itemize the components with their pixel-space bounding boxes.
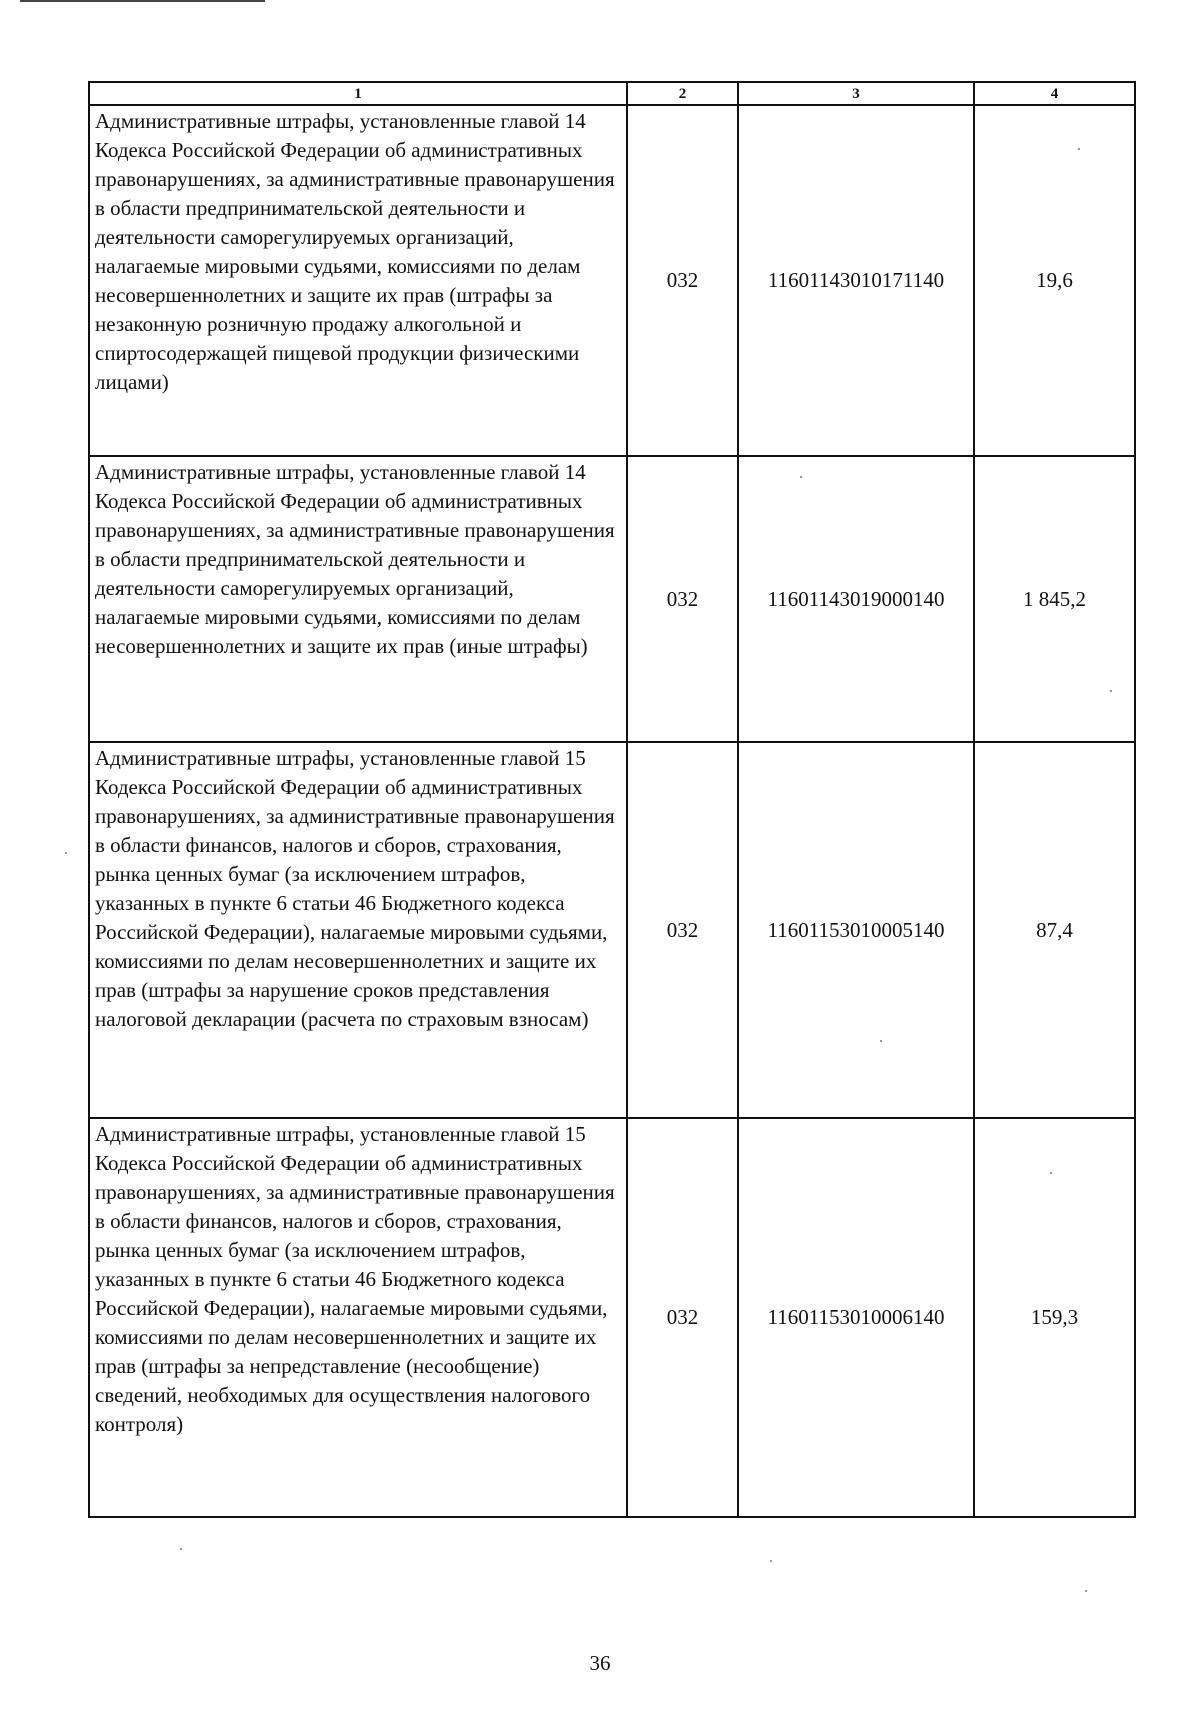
table-row: [89, 456, 1135, 742]
column-header-2: 2: [627, 82, 738, 105]
column-header-3: 3: [738, 82, 974, 105]
description-cell: Административные штрафы, установленные главой 15 Кодекса Российской Федерации об административных правонарушениях, за административные правонарушения в области финансов, налогов и сборов, страхования, рынка ценных бумаг (за исключением штрафов, указанных в пункте 6 статьи 46 Бюджетного кодекса Российской Федерации), налагаемые мировыми судьями, комиссиями по делам несовершеннолетних и защите их прав (штрафы за нарушение сроков представления налоговой декларации (расчета по страховым взносам): [89, 742, 627, 1118]
page-number: 36: [589, 1651, 611, 1675]
scan-speck: [65, 852, 67, 854]
scan-speck: [1050, 1172, 1052, 1174]
table-row: [89, 742, 1135, 1118]
column-header-4: 4: [974, 82, 1135, 105]
scan-speck: [1078, 148, 1080, 150]
scan-speck: [880, 1040, 882, 1042]
amount-cell: 159,3: [974, 1118, 1135, 1517]
budget-code-cell: 11601143010171140: [738, 105, 974, 456]
admin-code-cell: 032: [627, 105, 738, 456]
admin-code-cell: 032: [627, 742, 738, 1118]
fines-table: [88, 81, 1136, 1518]
header-row: [89, 82, 1135, 105]
description-cell: Административные штрафы, установленные главой 15 Кодекса Российской Федерации об административных правонарушениях, за административные правонарушения в области финансов, налогов и сборов, страхования, рынка ценных бумаг (за исключением штрафов, указанных в пункте 6 статьи 46 Бюджетного кодекса Российской Федерации), налагаемые мировыми судьями, комиссиями по делам несовершеннолетних и защите их прав (штрафы за непредставление (несообщение) сведений, необходимых для осуществления налогового контроля): [89, 1118, 627, 1517]
budget-code-cell: 11601153010005140: [738, 742, 974, 1118]
scan-speck: [800, 476, 802, 478]
description-cell: Административные штрафы, установленные главой 14 Кодекса Российской Федерации об административных правонарушениях, за административные правонарушения в области предпринимательской деятельности и деятельности саморегулируемых организаций, налагаемые мировыми судьями, комиссиями по делам несовершеннолетних и защите их прав (штрафы за незаконную розничную продажу алкогольной и спиртосодержащей пищевой продукции физическими лицами): [89, 105, 627, 456]
budget-code-cell: 11601143019000140: [738, 456, 974, 742]
amount-cell: 87,4: [974, 742, 1135, 1118]
column-header-1: 1: [89, 82, 627, 105]
table-row: [89, 105, 1135, 456]
amount-cell: 1 845,2: [974, 456, 1135, 742]
table-row: [89, 1118, 1135, 1517]
scan-speck: [1085, 1590, 1087, 1592]
amount-cell: 19,6: [974, 105, 1135, 456]
scan-speck: [1110, 690, 1112, 692]
description-cell: Административные штрафы, установленные главой 14 Кодекса Российской Федерации об административных правонарушениях, за административные правонарушения в области предпринимательской деятельности и деятельности саморегулируемых организаций, налагаемые мировыми судьями, комиссиями по делам несовершеннолетних и защите их прав (иные штрафы): [89, 456, 627, 742]
budget-code-cell: 11601153010006140: [738, 1118, 974, 1517]
scan-speck: [180, 1548, 182, 1550]
admin-code-cell: 032: [627, 456, 738, 742]
scan-speck: [770, 1560, 772, 1562]
admin-code-cell: 032: [627, 1118, 738, 1517]
scan-edge-line: [20, 0, 265, 2]
